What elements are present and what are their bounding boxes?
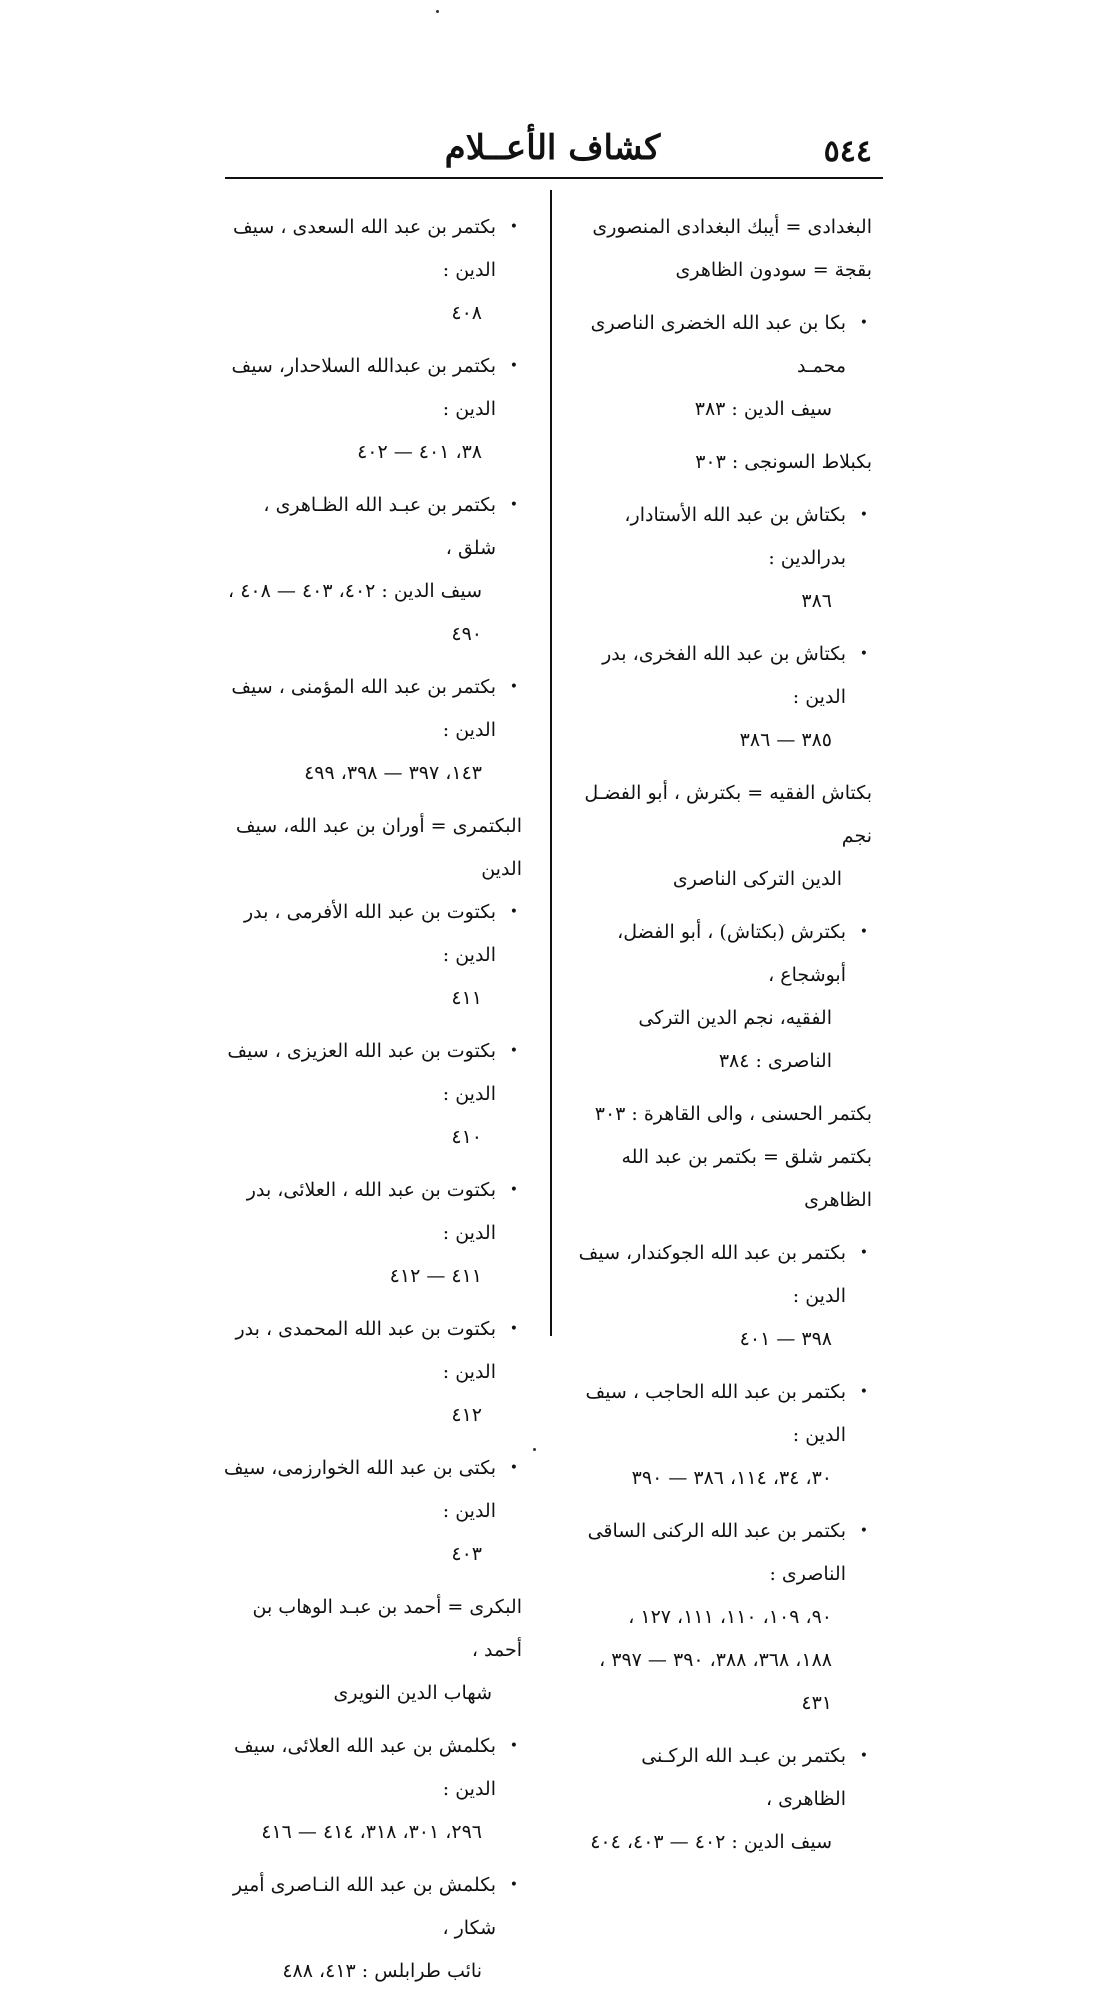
entry-continuation-line: ٤١١ (451, 987, 482, 1009)
bullet-icon: • (509, 1738, 518, 1754)
bullet-icon: • (859, 1245, 868, 1261)
entry-continuation-line: ٣٨، ٤٠١ — ٤٠٢ (357, 441, 482, 463)
entry-continuation-line: ٣٨٦ (801, 590, 832, 612)
index-cross-reference (572, 441, 872, 484)
bullet-icon: • (859, 1384, 868, 1400)
entry-continuation-line: ٤٠٣ (451, 1543, 482, 1565)
page-header (225, 128, 880, 176)
page-title: كشاف الأعــلام (444, 128, 661, 168)
index-column-right (572, 206, 872, 1874)
entry-heading-line: بكتى بن عبد الله الخوارزمى، سيف الدين : (223, 1457, 496, 1522)
entry-continuation-line: ٤١٢ (451, 1404, 482, 1426)
entry-continuation-line: ٩٠، ١٠٩، ١١٠، ١١١، ١٢٧ ، (628, 1606, 832, 1628)
bullet-icon: • (509, 1877, 518, 1893)
bullet-icon: • (859, 1523, 868, 1539)
entry-continuation-line: ٣٨٥ — ٣٨٦ (739, 729, 832, 751)
entry-continuation-line: الفقيه، نجم الدين التركى الناصرى : ٣٨٤ (638, 1007, 832, 1072)
entry-continuation-line: ٤١٠ (451, 1126, 482, 1148)
entry-continuation-line: نائب طرابلس : ٤١٣، ٤٨٨ (282, 1960, 482, 1982)
entry-continuation-line: ٣٠، ٣٤، ١١٤، ٣٨٦ — ٣٩٠ (631, 1467, 832, 1489)
entry-heading-line: بكتمر بن عبدالله السلاحدار، سيف الدين : (231, 355, 496, 420)
index-entry (222, 206, 522, 335)
entry-heading-line: البغدادى = أيبك البغدادى المنصورى (592, 216, 872, 238)
entry-heading-line: البكتمرى = أوران بن عبد الله، سيف الدين (235, 815, 522, 880)
index-entry (572, 302, 872, 431)
bullet-icon: • (859, 507, 868, 523)
entry-continuation-line: سيف الدين : ٣٨٣ (694, 398, 832, 420)
entry-heading-line: بكلمش بن عبد الله النـاصرى أمير شكار ، (232, 1874, 496, 1939)
entry-heading-line: البكرى = أحمد بن عبـد الوهاب بن أحمد ، (252, 1596, 522, 1661)
index-entry (572, 911, 872, 1083)
entry-continuation-line: ١٨٨، ٣٦٨، ٣٨٨، ٣٩٠ — ٣٩٧ ، (599, 1649, 832, 1671)
index-entry (222, 1725, 522, 1854)
entry-heading-line: بكتمر بن عبد الله الركنى الساقى الناصرى : (587, 1520, 846, 1585)
entry-heading-line: بقجة = سودون الظاهرى (675, 259, 872, 281)
bullet-icon: • (509, 219, 518, 235)
entry-continuation-line: ٤٠٨ (451, 302, 482, 324)
index-entry (572, 1510, 872, 1725)
entry-heading-line: بكترش (بكتاش) ، أبو الفضل، أبوشجاع ، (617, 921, 846, 986)
index-cross-reference (572, 1093, 872, 1136)
column-divider (550, 190, 552, 1336)
bullet-icon: • (509, 679, 518, 695)
bullet-icon: • (859, 1748, 868, 1764)
scan-speck (533, 1448, 536, 1451)
index-entry (222, 891, 522, 1020)
index-entry (222, 666, 522, 795)
index-entry (572, 1371, 872, 1500)
entry-continuation-line: شهاب الدين النويرى (333, 1682, 492, 1704)
bullet-icon: • (509, 904, 518, 920)
bullet-icon: • (509, 1182, 518, 1198)
bullet-icon: • (509, 497, 518, 513)
index-cross-reference (572, 249, 872, 292)
entry-continuation-line: ٣٩٨ — ٤٠١ (739, 1328, 832, 1350)
index-entry (572, 1735, 872, 1864)
index-entry (222, 1864, 522, 1993)
entry-heading-line: بكتمر بن عبد الله المؤمنى ، سيف الدين : (231, 676, 496, 741)
entry-heading-line: بكتمر شلق = بكتمر بن عبد الله الظاهرى (621, 1146, 872, 1211)
entry-heading-line: بكتاش الفقيه = بكترش ، أبو الفضـل نجم (584, 782, 872, 847)
index-entry (572, 494, 872, 623)
entry-heading-line: بكبلاط السونجى : ٣٠٣ (695, 451, 872, 473)
index-entry (572, 1232, 872, 1361)
entry-continuation-line: ٢٩٦، ٣٠١، ٣١٨، ٤١٤ — ٤١٦ (261, 1821, 482, 1843)
index-cross-reference (222, 1586, 522, 1715)
header-rule (225, 177, 883, 179)
entry-heading-line: بكتوت بن عبد الله العزيزى ، سيف الدين : (227, 1040, 496, 1105)
entry-continuation-line: سيف الدين : ٤٠٢ — ٤٠٣، ٤٠٤ (590, 1831, 832, 1853)
scan-speck (436, 10, 439, 13)
bullet-icon: • (859, 315, 868, 331)
entry-heading-line: بكتمر بن عبـد الله الركـنى الظاهرى ، (641, 1745, 846, 1810)
index-entry (222, 1030, 522, 1159)
entry-heading-line: بكتوت بن عبد الله المحمدى ، بدر الدين : (235, 1318, 496, 1383)
index-entry (222, 1169, 522, 1298)
entry-continuation-line: ٤٩٠ (451, 623, 482, 645)
index-cross-reference (572, 772, 872, 901)
index-cross-reference (572, 206, 872, 249)
bullet-icon: • (859, 924, 868, 940)
bullet-icon: • (509, 1321, 518, 1337)
entry-continuation-line: ١٤٣، ٣٩٧ — ٣٩٨، ٤٩٩ (304, 762, 482, 784)
index-entry (222, 484, 522, 656)
entry-heading-line: بكتمر الحسنى ، والى القاهرة : ٣٠٣ (594, 1103, 872, 1125)
bullet-icon: • (509, 358, 518, 374)
index-cross-reference (222, 805, 522, 891)
entry-continuation-line: سيف الدين : ٤٠٢، ٤٠٣ — ٤٠٨ ، (228, 580, 482, 602)
index-cross-reference (572, 1136, 872, 1222)
index-entry (222, 1308, 522, 1437)
bullet-icon: • (509, 1043, 518, 1059)
entry-heading-line: بكتمر بن عبد الله الجوكندار، سيف الدين : (578, 1242, 846, 1307)
entry-heading-line: بكتاش بن عبد الله الفخرى، بدر الدين : (602, 643, 846, 708)
entry-heading-line: بكتوت بن عبد الله الأفرمى ، بدر الدين : (243, 901, 496, 966)
entry-continuation-line: ٤٣١ (801, 1692, 832, 1714)
index-entry (222, 1447, 522, 1576)
page-number: ٥٤٤ (823, 134, 872, 169)
bullet-icon: • (509, 1460, 518, 1476)
index-column-left (222, 206, 522, 2003)
bullet-icon: • (859, 646, 868, 662)
entry-heading-line: بكتمر بن عبـد الله الظـاهرى ، شلق ، (263, 494, 496, 559)
index-entry (572, 633, 872, 762)
entry-heading-line: بكتمر بن عبد الله السعدى ، سيف الدين : (232, 216, 496, 281)
entry-heading-line: بكتمر بن عبد الله الحاجب ، سيف الدين : (585, 1381, 846, 1446)
entry-heading-line: بكتاش بن عبد الله الأستادار، بدرالدين : (624, 504, 846, 569)
entry-heading-line: بكا بن عبد الله الخضرى الناصرى محمـد (590, 312, 846, 377)
entry-continuation-line: ٤١١ — ٤١٢ (389, 1265, 482, 1287)
index-entry (222, 345, 522, 474)
entry-heading-line: بكتوت بن عبد الله ، العلائى، بدر الدين : (246, 1179, 496, 1244)
entry-heading-line: بكلمش بن عبد الله العلائى، سيف الدين : (234, 1735, 496, 1800)
entry-continuation-line: الدين التركى الناصرى (672, 868, 842, 890)
